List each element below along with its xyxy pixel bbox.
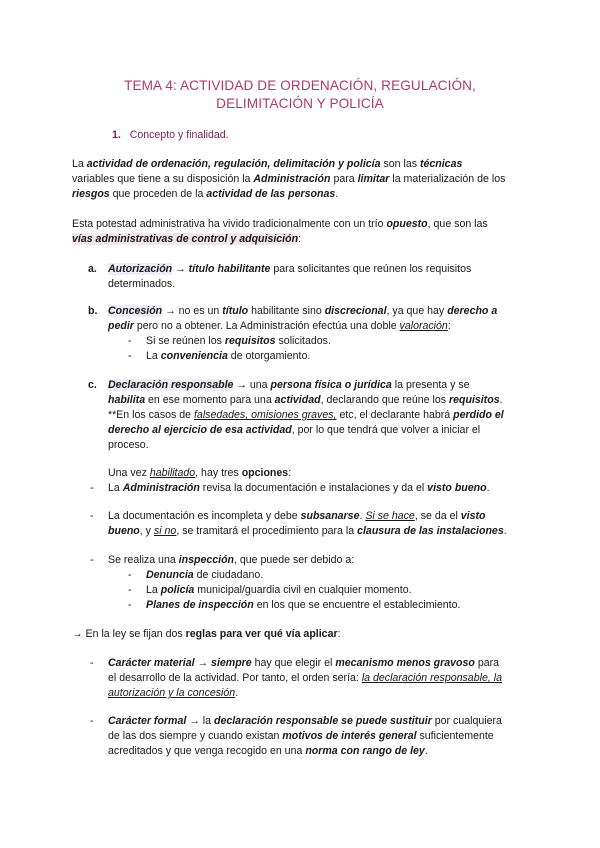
option-3-sub-dash-3: - <box>128 599 132 611</box>
option-2-dash: - <box>90 510 94 522</box>
item-b-line-1: Concesión → no es un título habilitante sino discrecional, ya que hay derecho a <box>108 305 498 317</box>
opciones-intro: Una vez habilitado, hay tres opciones: <box>108 467 292 479</box>
option-1: La Administración revisa la documentación e instalaciones y da el visto bueno. <box>108 482 490 494</box>
regla-2-line-2: de las dos siempre y cuando existan motivos de interés general suficientemente <box>108 730 494 742</box>
item-b-sub-2: La conveniencia de otorgamiento. <box>146 350 311 362</box>
option-2-line-1: La documentación es incompleta y debe subsanarse. Si se hace, se da el visto <box>108 510 486 522</box>
item-b-line-2: pedir pero no a obtener. La Administración efectúa una doble valoración: <box>108 320 451 332</box>
option-1-dash: - <box>90 482 94 494</box>
term-autorizacion: Autorización <box>108 263 173 275</box>
item-a-line-1: Autorización → título habilitante para solicitantes que reúnen los requisitos <box>108 263 472 275</box>
option-3: Se realiza una inspección, que puede ser debido a: <box>108 554 355 566</box>
option-3-dash: - <box>90 554 94 566</box>
item-b-sub-dash-2: - <box>128 350 132 362</box>
paragraph-2-line-2: vías administrativas de control y adquisición: <box>72 233 302 245</box>
item-c-line-2: habilita en ese momento para una actividad, declarando que reúne los requisitos. <box>108 394 503 406</box>
option-3-sub-1: Denuncia de ciudadano. <box>146 569 264 581</box>
item-c-label: c. <box>88 379 97 391</box>
paragraph-1-line-1: La actividad de ordenación, regulación, delimitación y policía son las técnicas <box>72 158 463 170</box>
term-concesion: Concesión <box>108 305 163 317</box>
section-heading: 1. Concepto y finalidad. <box>112 129 229 141</box>
option-2-line-2: bueno, y si no, se tramitará el procedimiento para la clausura de las instalaciones. <box>108 525 507 537</box>
option-3-sub-dash-1: - <box>128 569 132 581</box>
option-3-sub-dash-2: - <box>128 584 132 596</box>
option-3-sub-2: La policía municipal/guardia civil en cualquier momento. <box>146 584 412 596</box>
paragraph-1-line-3: riesgos que proceden de la actividad de las personas. <box>72 188 339 200</box>
item-c-line-5: proceso. <box>108 439 149 451</box>
regla-2-dash: - <box>90 715 94 727</box>
regla-2-line-1: Carácter formal → la declaración responsable se puede sustituir por cualquiera <box>108 715 502 727</box>
option-3-sub-3: Planes de inspección en los que se encuentre el establecimiento. <box>146 599 461 611</box>
regla-1-line-3: autorización y la concesión. <box>108 687 239 699</box>
document-title <box>60 77 540 113</box>
regla-2-line-3: acreditados y que venga recogido en una norma con rango de ley. <box>108 745 428 757</box>
regla-1-line-1: Carácter material → siempre hay que elegir el mecanismo menos gravoso para <box>108 657 500 669</box>
item-b-label: b. <box>88 305 98 317</box>
reglas-intro: → En la ley se fijan dos reglas para ver qué vía aplicar: <box>72 628 341 640</box>
item-a-line-2: determinados. <box>108 278 176 290</box>
term-declaracion-responsable: Declaración responsable <box>108 379 234 391</box>
item-c-line-1: Declaración responsable → una persona física o jurídica la presenta y se <box>108 379 470 391</box>
item-b-sub-dash-1: - <box>128 335 132 347</box>
item-a-label: a. <box>88 263 97 275</box>
paragraph-1-line-2: variables que tiene a su disposición la Administración para limitar la materialización de los <box>72 173 506 185</box>
item-c-line-3: **En los casos de falsedades, omisiones graves, etc, el declarante habrá perdido el <box>108 409 504 421</box>
regla-1-dash: - <box>90 657 94 669</box>
paragraph-2-line-1: Esta potestad administrativa ha vivido tradicionalmente con un trío opuesto, que son las <box>72 218 488 230</box>
title-line-1: TEMA 4: ACTIVIDAD DE ORDENACIÓN, REGULACIÓN, <box>124 78 476 93</box>
title-line-2: DELIMITACIÓN Y POLICÍA <box>216 96 384 111</box>
regla-1-line-2: el desarrollo de la actividad. Por tanto, el orden sería: la declaración responsable, la <box>108 672 502 684</box>
item-c-line-4: derecho al ejercicio de esa actividad, por lo que tendrá que volver a iniciar el <box>108 424 481 436</box>
item-b-sub-1: Si se reúnen los requisitos solicitados. <box>146 335 331 347</box>
